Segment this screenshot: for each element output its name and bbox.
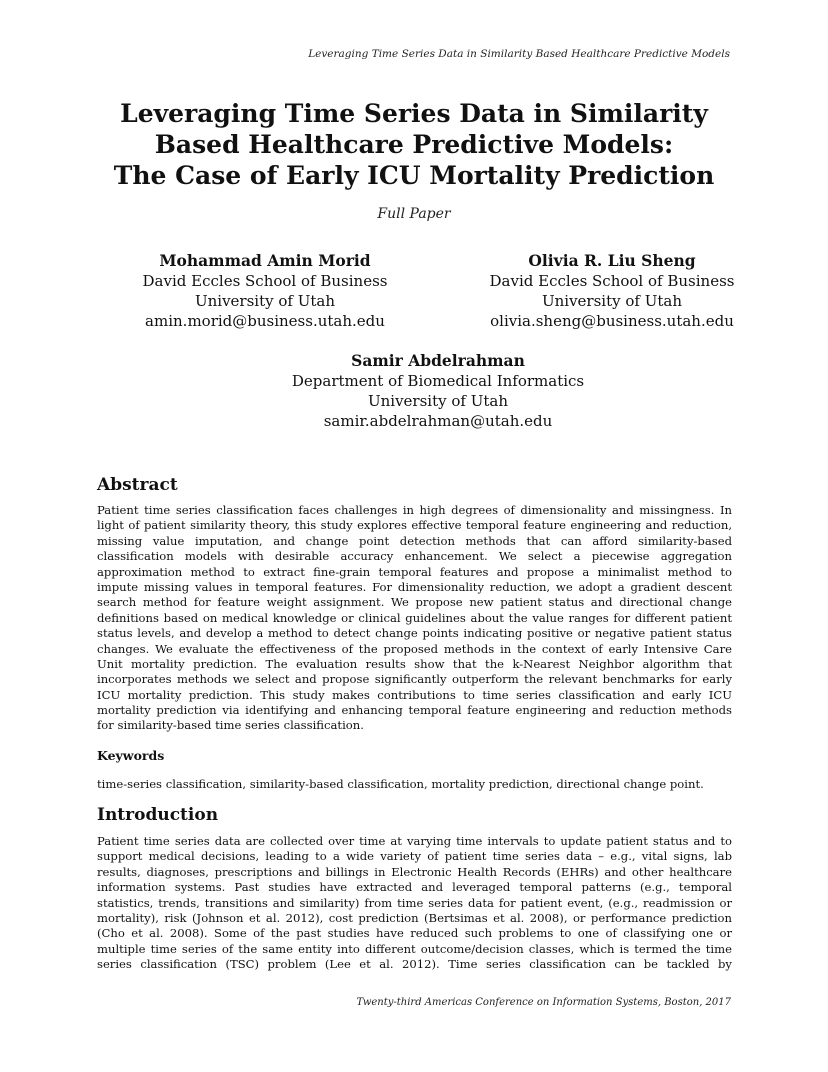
introduction-line: results, diagnoses, prescriptions and billings in Electronic Health Records (EHRs) and other healthcare xyxy=(97,864,732,879)
author-block xyxy=(238,351,638,431)
title-line: Leveraging Time Series Data in Similarity xyxy=(120,99,708,128)
author-email: amin.morid@business.utah.edu xyxy=(145,312,385,330)
abstract-line: changes. We evaluate the effectiveness of the proposed methods in the context of early Intensive Care xyxy=(97,641,732,656)
introduction-line: support medical decisions, leading to a wide variety of patient time series data – e.g., vital signs, lab xyxy=(97,849,732,864)
abstract-line: definitions based on medical knowledge or clinical guidelines about the value ranges for different patient xyxy=(97,610,732,625)
introduction-line: (Cho et al. 2008). Some of the past studies have reduced such problems to one of classifying one or xyxy=(97,926,732,941)
author-institution: University of Utah xyxy=(367,392,508,410)
introduction-line: mortality), risk (Johnson et al. 2012), cost prediction (Bertsimas et al. 2008), or performance prediction xyxy=(97,910,732,925)
title-line: Based Healthcare Predictive Models: xyxy=(154,130,674,159)
author-email: samir.abdelrahman@utah.edu xyxy=(323,412,553,430)
author-block xyxy=(462,251,762,331)
introduction-line: information systems. Past studies have extracted and leveraged temporal patterns (e.g., temporal xyxy=(97,880,732,895)
introduction-line: multiple time series of the same entity into different outcome/decision classes, which is termed the time xyxy=(97,941,732,956)
abstract-line: missing value imputation, and change point detection methods that can afford similarity-based xyxy=(97,533,732,548)
abstract-heading: Abstract xyxy=(97,475,178,495)
paper-title xyxy=(60,98,768,191)
abstract-line: impute missing values in temporal features. For dimensionality reduction, we adopt a gradient descent xyxy=(97,579,732,594)
abstract-line: ICU mortality prediction. This study makes contributions to time series classification and early ICU xyxy=(97,687,732,702)
abstract-line: light of patient similarity theory, this study explores effective temporal feature engineering and reduction, xyxy=(97,518,732,533)
paper-type: Full Paper xyxy=(377,206,451,222)
abstract-line: Unit mortality prediction. The evaluation results show that the k-Nearest Neighbor algorithm that xyxy=(97,656,732,671)
abstract-line: for similarity-based time series classification. xyxy=(97,718,364,733)
introduction-heading: Introduction xyxy=(97,805,219,825)
author-name: Samir Abdelrahman xyxy=(351,351,525,370)
abstract-line: mortality prediction via identifying and enhancing temporal feature engineering and reduction methods xyxy=(97,703,732,718)
author-institution: University of Utah xyxy=(541,292,682,310)
keywords-heading: Keywords xyxy=(97,748,165,763)
abstract-line: incorporates methods we select and propose significantly outperform the relevant benchmarks for early xyxy=(97,672,732,687)
running-footer: Twenty-third Americas Conference on Information Systems, Boston, 2017 xyxy=(356,997,731,1008)
title-line: The Case of Early ICU Mortality Prediction xyxy=(113,161,715,190)
author-name: Mohammad Amin Morid xyxy=(159,251,371,270)
author-affiliation: Department of Biomedical Informatics xyxy=(291,372,585,390)
author-institution: University of Utah xyxy=(194,292,335,310)
introduction-body xyxy=(97,834,732,973)
author-name: Olivia R. Liu Sheng xyxy=(528,251,696,270)
introduction-line: series classification (TSC) problem (Lee et al. 2012). Time series classification can be tackled by xyxy=(97,957,732,972)
abstract-line: search method for feature weight assignment. We propose new patient status and directional change xyxy=(97,595,732,610)
abstract-line: classification models with desirable accuracy enhancement. We select a piecewise aggregation xyxy=(97,549,732,564)
keywords-text xyxy=(97,777,732,792)
author-email: olivia.sheng@business.utah.edu xyxy=(490,312,734,330)
abstract-line: approximation method to extract fine-grain temporal features and propose a minimalist method to xyxy=(97,564,732,579)
abstract-line: Patient time series classification faces challenges in high degrees of dimensionality and missingness. In xyxy=(97,503,732,517)
introduction-line: statistics, trends, transitions and similarity) from time series data for patient event, (e.g., readmission or xyxy=(97,895,732,910)
author-affiliation: David Eccles School of Business xyxy=(142,272,388,290)
running-header: Leveraging Time Series Data in Similarity Based Healthcare Predictive Models xyxy=(308,48,730,60)
author-affiliation: David Eccles School of Business xyxy=(489,272,735,290)
keywords-line: time-series classification, similarity-based classification, mortality prediction, directional change point. xyxy=(97,777,704,791)
abstract-line: status levels, and develop a method to detect change points indicating positive or negative patient status xyxy=(97,626,732,641)
abstract-body xyxy=(97,503,732,734)
introduction-line: Patient time series data are collected over time at varying time intervals to update patient status and to xyxy=(97,834,732,848)
author-block xyxy=(115,251,415,331)
